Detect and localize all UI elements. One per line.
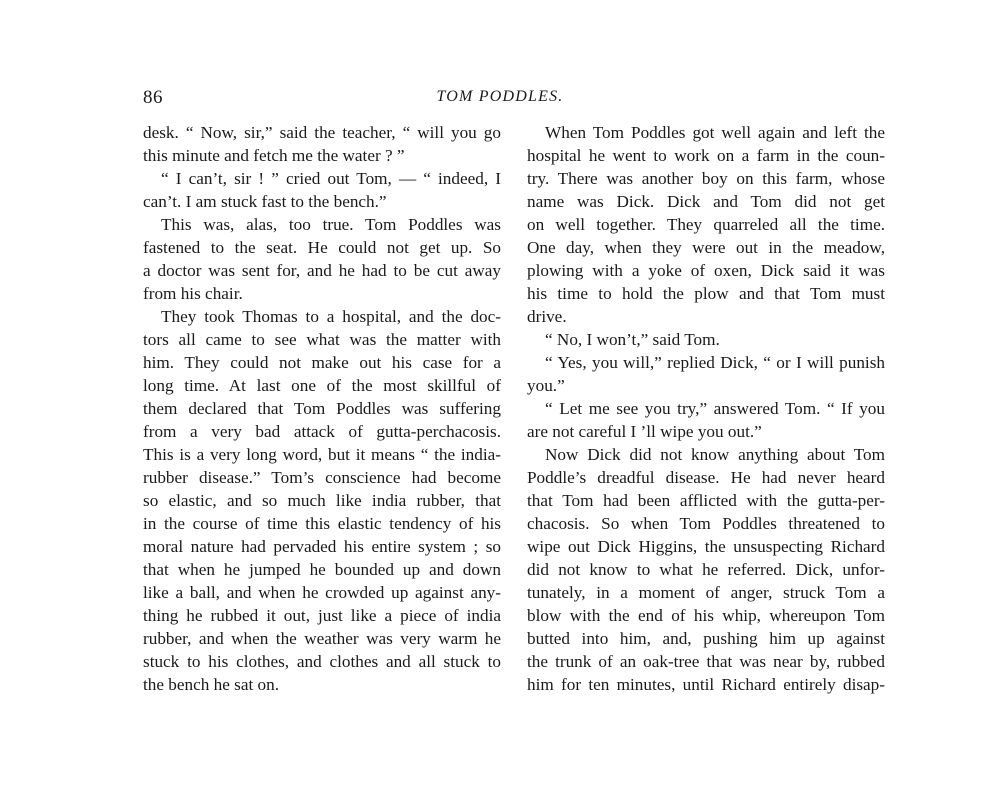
text-line: so elastic, and so much like india rubber, that (143, 491, 501, 510)
right-column (527, 121, 885, 696)
text-line: “ No, I won’t,” said Tom. (545, 330, 720, 349)
text-line: This is a very long word, but it means “ the india- (143, 445, 501, 464)
text-line: moral nature had pervaded his entire system ; so (143, 537, 501, 556)
text-line: One day, when they were out in the meadow, (527, 238, 885, 257)
text-line: tunately, in a moment of anger, struck Tom a (527, 583, 885, 602)
text-line: are not careful I ’ll wipe you out.” (527, 422, 762, 441)
text-line: him. They could not make out his case for a (143, 353, 501, 372)
text-line: rubber, and when the weather was very warm he (143, 629, 501, 648)
text-line: him for ten minutes, until Richard entirely disap- (527, 675, 885, 694)
text-line: butted into him, and, pushing him up against (527, 629, 885, 648)
text-line: the bench he sat on. (143, 675, 280, 694)
text-line: Now Dick did not know anything about Tom (545, 445, 885, 464)
text-line: you.” (527, 376, 565, 395)
text-line: that Tom had been afflicted with the gutta-per- (527, 491, 885, 510)
text-line: in the course of time this elastic tendency of his (143, 514, 501, 533)
text-line: from a very bad attack of gutta-perchacosis. (143, 422, 501, 441)
text-line: wipe out Dick Higgins, the unsuspecting Richard (527, 537, 885, 556)
text-line: on well together. They quarreled all the time. (527, 215, 885, 234)
text-line: drive. (527, 307, 567, 326)
text-line: “ I can’t, sir ! ” cried out Tom, — “ indeed, I (161, 169, 501, 188)
text-line: rubber disease.” Tom’s conscience had become (143, 468, 501, 487)
text-line: try. There was another boy on this farm, whose (527, 169, 885, 188)
text-line: like a ball, and when he crowded up against any- (143, 583, 501, 602)
text-line: can’t. I am stuck fast to the bench.” (143, 192, 387, 211)
running-title: TOM PODDLES. (436, 88, 564, 105)
text-line: long time. At last one of the most skillful of (143, 376, 501, 395)
text-line: the trunk of an oak-tree that was near by, rubbed (527, 652, 885, 671)
text-line: blow with the end of his whip, whereupon Tom (527, 606, 885, 625)
text-line: a doctor was sent for, and he had to be cut away (143, 261, 501, 280)
text-line: They took Thomas to a hospital, and the doc- (161, 307, 501, 326)
text-line: “ Let me see you try,” answered Tom. “ If you (545, 399, 885, 418)
text-line: this minute and fetch me the water ? ” (143, 146, 405, 165)
text-line: desk. “ Now, sir,” said the teacher, “ will you go (143, 123, 501, 142)
text-line: name was Dick. Dick and Tom did not get (527, 192, 885, 211)
text-line: his time to hold the plow and that Tom must (527, 284, 885, 303)
text-line: that when he jumped he bounded up and down (143, 560, 501, 579)
text-line: tors all came to see what was the matter with (143, 330, 501, 349)
text-line: Poddle’s dreadful disease. He had never heard (527, 468, 885, 487)
text-line: hospital he went to work on a farm in the coun- (527, 146, 885, 165)
text-line: fastened to the seat. He could not get up. So (143, 238, 501, 257)
left-column (143, 121, 501, 696)
text-line: did not know to what he referred. Dick, unfor- (527, 560, 885, 579)
text-line: “ Yes, you will,” replied Dick, “ or I will punish (545, 353, 885, 372)
page-number: 86 (143, 87, 163, 108)
text-line: plowing with a yoke of oxen, Dick said it was (527, 261, 885, 280)
text-line: thing he rubbed it out, just like a piece of india (143, 606, 501, 625)
text-line: them declared that Tom Poddles was suffering (143, 399, 501, 418)
text-line: This was, alas, too true. Tom Poddles was (161, 215, 501, 234)
text-line: When Tom Poddles got well again and left the (545, 123, 885, 142)
text-line: stuck to his clothes, and clothes and all stuck to (143, 652, 501, 671)
text-line: from his chair. (143, 284, 243, 303)
text-line: chacosis. So when Tom Poddles threatened to (527, 514, 885, 533)
